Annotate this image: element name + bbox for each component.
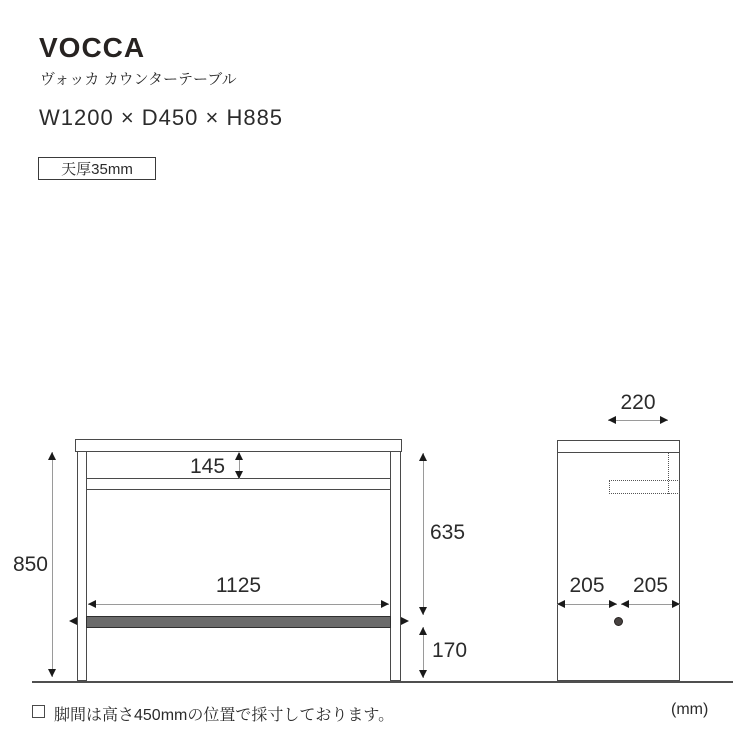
dim-label-635: 635 bbox=[430, 521, 466, 544]
front-right-leg bbox=[390, 451, 401, 681]
front-tabletop bbox=[75, 439, 402, 452]
arrow-right-icon bbox=[672, 600, 680, 608]
arrow-up-icon bbox=[419, 453, 427, 461]
unit-label: (mm) bbox=[671, 701, 709, 718]
dim-line-850 bbox=[52, 452, 53, 677]
arrow-up-icon bbox=[419, 627, 427, 635]
dim-label-205-back: 205 bbox=[632, 574, 669, 597]
arrow-up-icon bbox=[235, 452, 243, 460]
dim-line-205-front bbox=[557, 604, 617, 605]
measurement-note: 脚間は高さ450mmの位置で採寸しております。 bbox=[54, 707, 395, 724]
note-checkbox-square bbox=[32, 705, 45, 718]
product-title: VOCCA bbox=[39, 32, 146, 63]
arrow-up-icon bbox=[48, 452, 56, 460]
dim-line-635 bbox=[423, 453, 424, 615]
arrow-left-icon bbox=[557, 600, 565, 608]
top-thickness-badge bbox=[38, 157, 156, 180]
dim-label-145: 145 bbox=[190, 455, 226, 478]
arrow-right-icon bbox=[609, 600, 617, 608]
dim-label-220: 220 bbox=[620, 391, 656, 414]
arrow-down-icon bbox=[235, 471, 243, 479]
hidden-rail-dotted-rect bbox=[609, 480, 680, 494]
arrow-left-icon bbox=[608, 416, 616, 424]
arrow-right-icon bbox=[381, 600, 389, 608]
overall-size-text: W1200 × D450 × H885 bbox=[39, 105, 284, 130]
arrow-left-icon bbox=[88, 600, 96, 608]
dim-label-1125: 1125 bbox=[215, 574, 262, 597]
arrow-down-icon bbox=[48, 669, 56, 677]
arrow-right-icon bbox=[660, 416, 668, 424]
dim-line-1125 bbox=[88, 604, 389, 605]
dim-label-170: 170 bbox=[432, 639, 468, 662]
side-top-edge-line bbox=[557, 452, 680, 453]
arrow-left-icon bbox=[621, 600, 629, 608]
top-thickness-label: 天厚35mm bbox=[61, 161, 133, 178]
arrow-down-icon bbox=[419, 670, 427, 678]
arrow-right-icon bbox=[401, 617, 409, 625]
dim-line-220 bbox=[608, 420, 668, 421]
front-stretcher-bar bbox=[86, 616, 391, 628]
floor-line bbox=[32, 681, 733, 683]
dim-label-850: 850 bbox=[12, 553, 48, 576]
product-subtitle: ヴォッカ カウンターテーブル bbox=[40, 71, 237, 88]
arrow-left-icon bbox=[69, 617, 77, 625]
arrow-down-icon bbox=[419, 607, 427, 615]
side-panel bbox=[557, 440, 680, 681]
dim-label-205-front: 205 bbox=[569, 574, 605, 597]
front-apron-rail bbox=[86, 478, 391, 490]
screw-dot bbox=[614, 617, 623, 626]
